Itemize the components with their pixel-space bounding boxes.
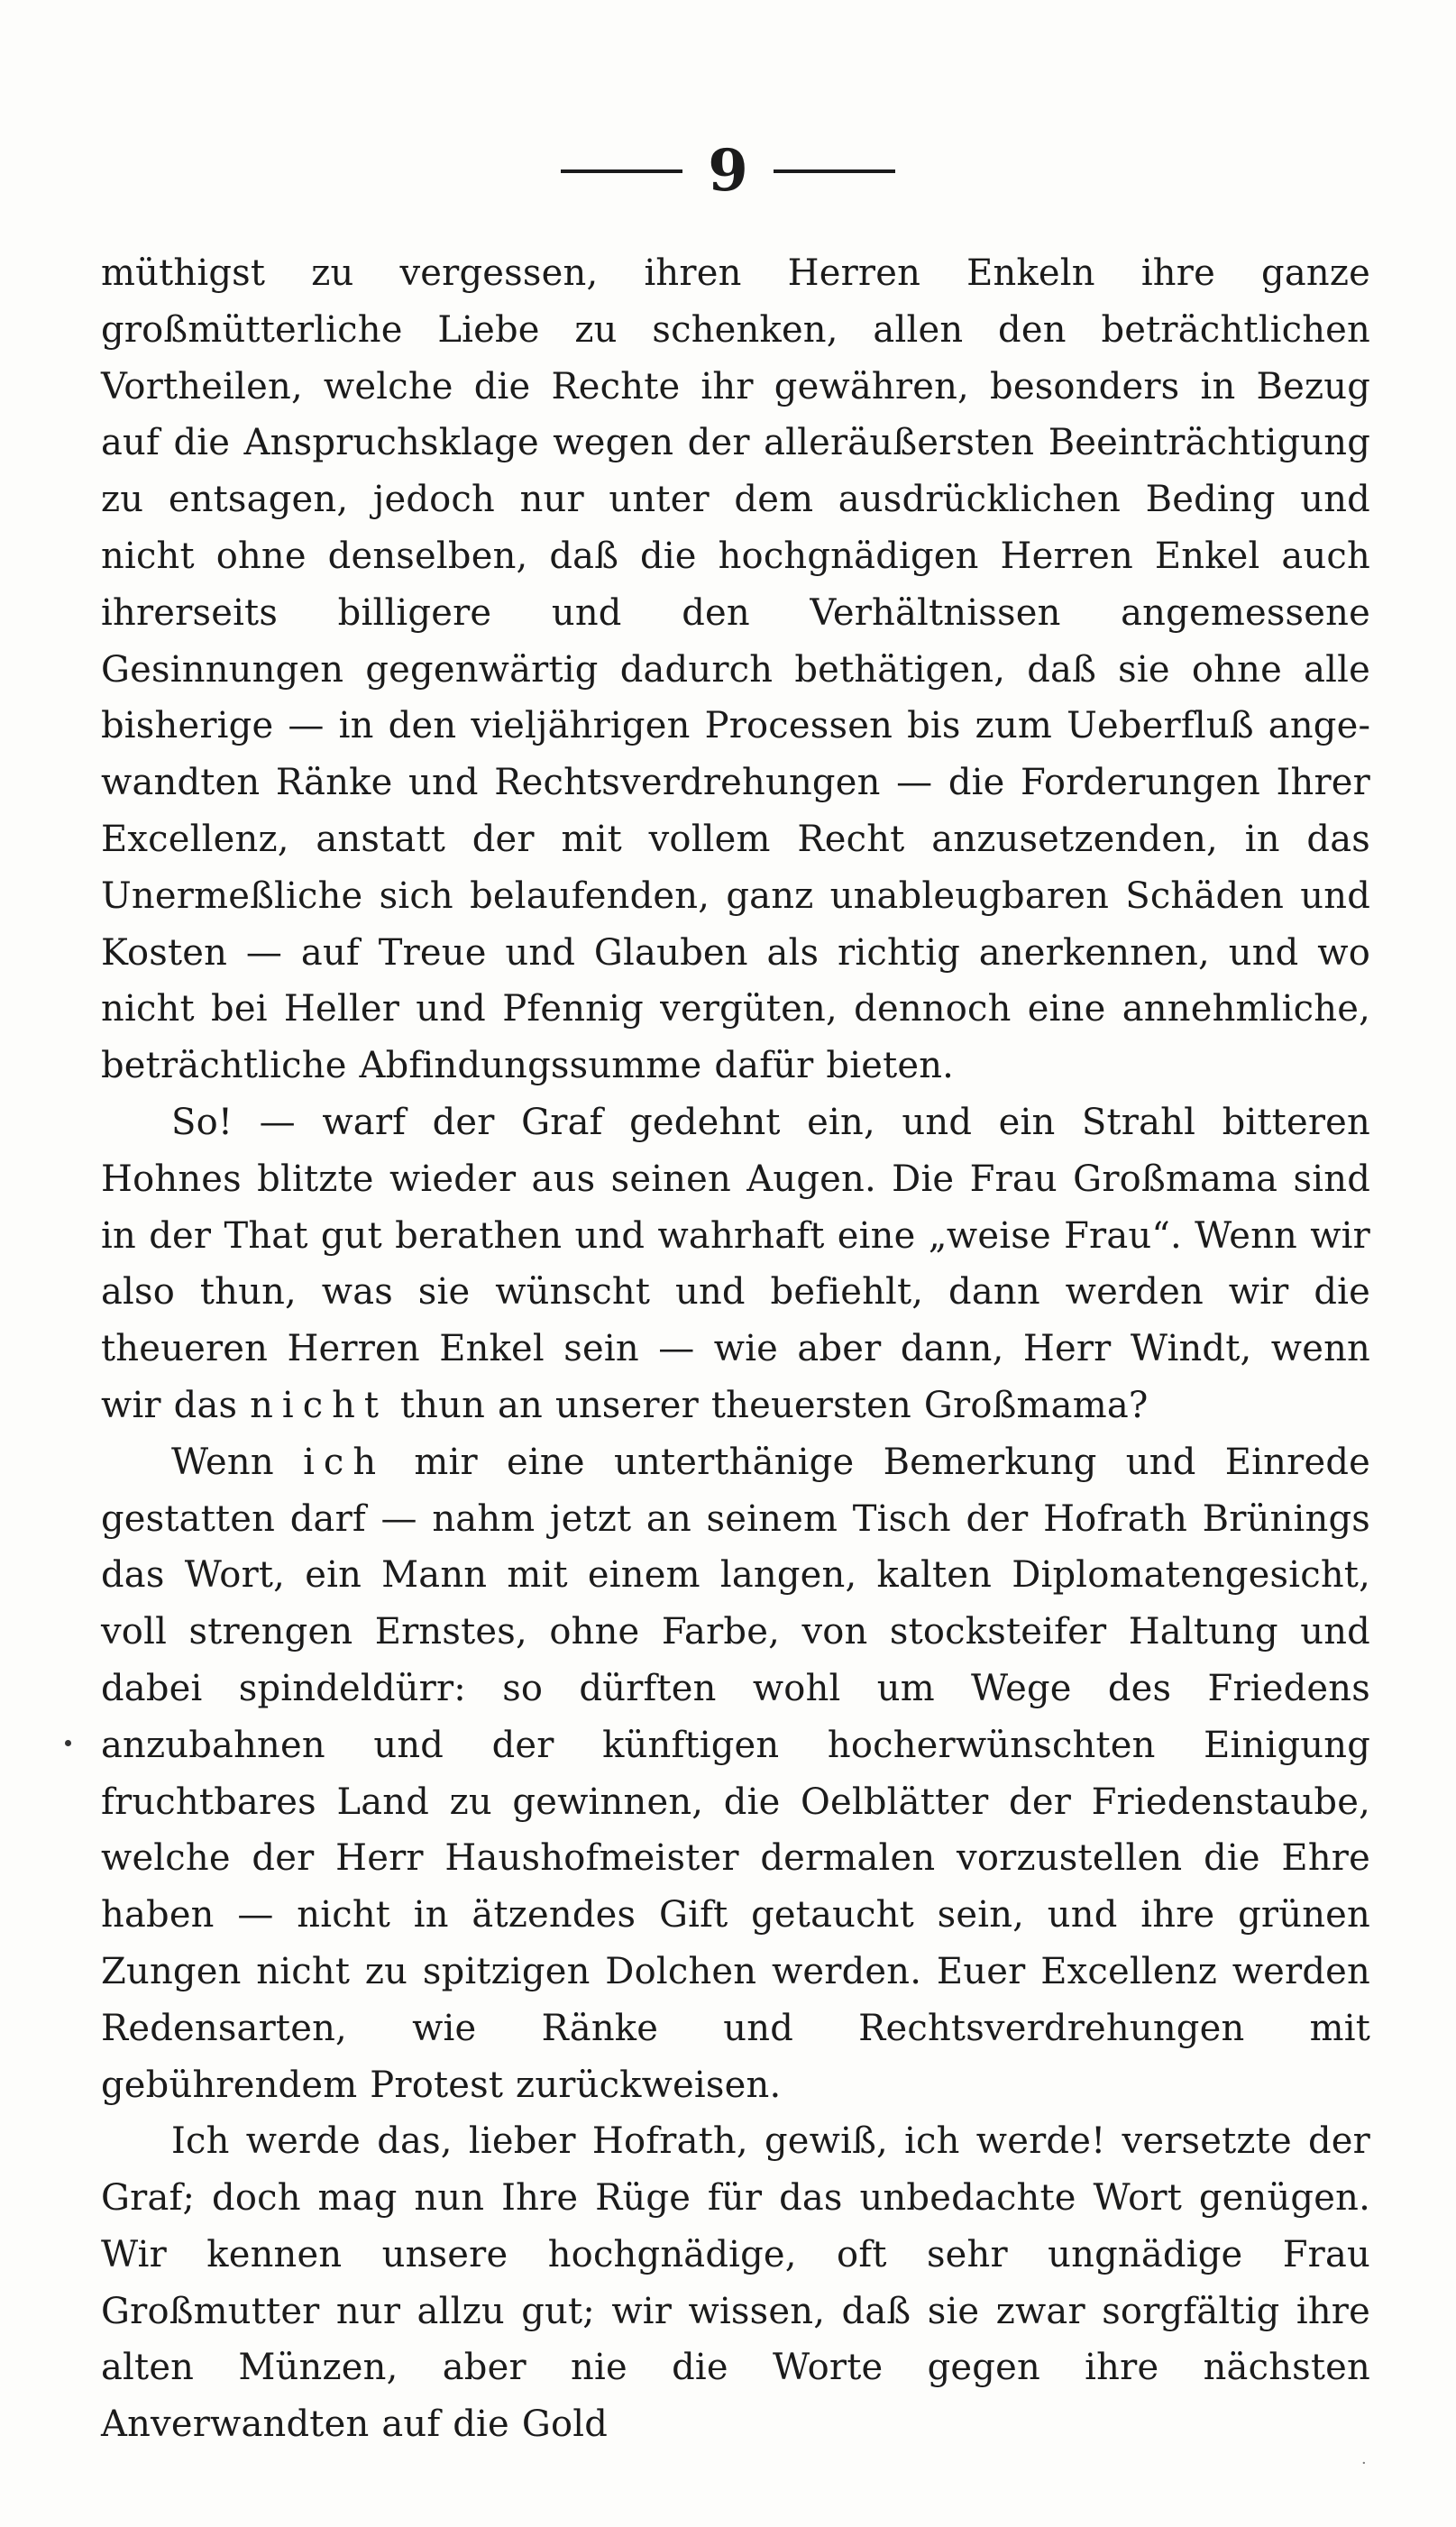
paragraph-3-emphasis: ich [303, 1441, 386, 1483]
header-rule-right [774, 169, 895, 173]
paragraph-4 [101, 2113, 1370, 2453]
margin-speck [65, 1740, 71, 1746]
paragraph-1-text: müthigst zu vergessen, ihren Herren Enkeln ihre ganze großmütterliche Liebe zu schenken, allen den beträchtlichen Vortheilen, welche die Rechte ihr gewähren, besonders in Bezug auf die Anspruchsklage wegen der alleräußersten Beeinträchtigung zu entsagen, jedoch nur unter dem ausdrücklichen Beding und nicht ohne denselben, daß die hochgnädigen Herren Enkel auch ihrerseits billigere und den Verhältnissen angemessene Gesinnungen gegenwärtig dadurch bethätigen, daß sie ohne alle bisherige — in den vieljährigen Processen bis zum Ueberfluß angewandten Ränke und Rechtsverdrehungen — die Forderungen Ihrer Excellenz, anstatt der mit vollem Recht anzusetzenden, in das Unermeßliche sich belaufenden, ganz unableugbaren Schäden und Kosten — auf Treue und Glauben als richtig anerkennen, und wo nicht bei Heller und Pfennig vergüten, dennoch eine annehmliche, beträchtliche Abfindungssumme dafür bieten. [101, 252, 1370, 1087]
body-text [101, 245, 1370, 2453]
page-header [0, 135, 1456, 207]
page-number: 9 [708, 137, 748, 205]
paragraph-3-text-before: Wenn [171, 1441, 274, 1483]
header-rule-left [561, 169, 682, 173]
corner-speck: · [1361, 2454, 1367, 2473]
paragraph-2-text-before: So! — warf der Graf gedehnt ein, und ein Strahl bitteren Hohnes blitzte wieder aus seinen Augen. Die Frau Großmama sind in der That gut berathen und wahrhaft eine „weise Frau“. Wenn wir also thun, was sie wünscht und befiehlt, dann werden wir die theueren Herren Enkel sein — wie aber dann, Herr Windt, wenn wir das [101, 1101, 1370, 1426]
paragraph-3-text-after: mir eine unterthänige Bemerkung und Einrede gestatten darf — nahm jetzt an seinem Tisch der Hofrath Brünings das Wort, ein Mann mit einem langen, kalten Diplomatengesicht, voll strengen Ernstes, ohne Farbe, von stocksteifer Haltung und dabei spindeldürr: so dürften wohl um Wege des Friedens anzubahnen und der künftigen hocherwünschten Einigung fruchtbares Land zu gewinnen, die Oelblätter der Friedenstaube, welche der Herr Haushofmeister dermalen vorzustellen die Ehre haben — nicht in ätzendes Gift getaucht sein, und ihre grünen Zungen nicht zu spitzigen Dolchen werden. Euer Excellenz werden Redensarten, wie Ränke und Rechtsverdrehungen mit gebührendem Protest zurückweisen. [101, 1441, 1370, 2106]
paragraph-2-emphasis: nicht [250, 1384, 388, 1426]
paragraph-4-text: Ich werde das, lieber Hofrath, gewiß, ich werde! versetzte der Graf; doch mag nun Ihre Rüge für das unbedachte Wort genügen. Wir kennen unsere hochgnädige, oft sehr ungnädige Frau Großmutter nur allzu gut; wir wissen, daß sie zwar sorgfältig ihre alten Münzen, aber nie die Worte gegen ihre nächsten Anverwandten auf die Gold [101, 2120, 1370, 2446]
paragraph-1 [101, 245, 1370, 1094]
paragraph-3 [101, 1434, 1370, 2114]
paragraph-2 [101, 1094, 1370, 1434]
paragraph-2-text-after: thun an unserer theuersten Großmama? [399, 1384, 1149, 1426]
